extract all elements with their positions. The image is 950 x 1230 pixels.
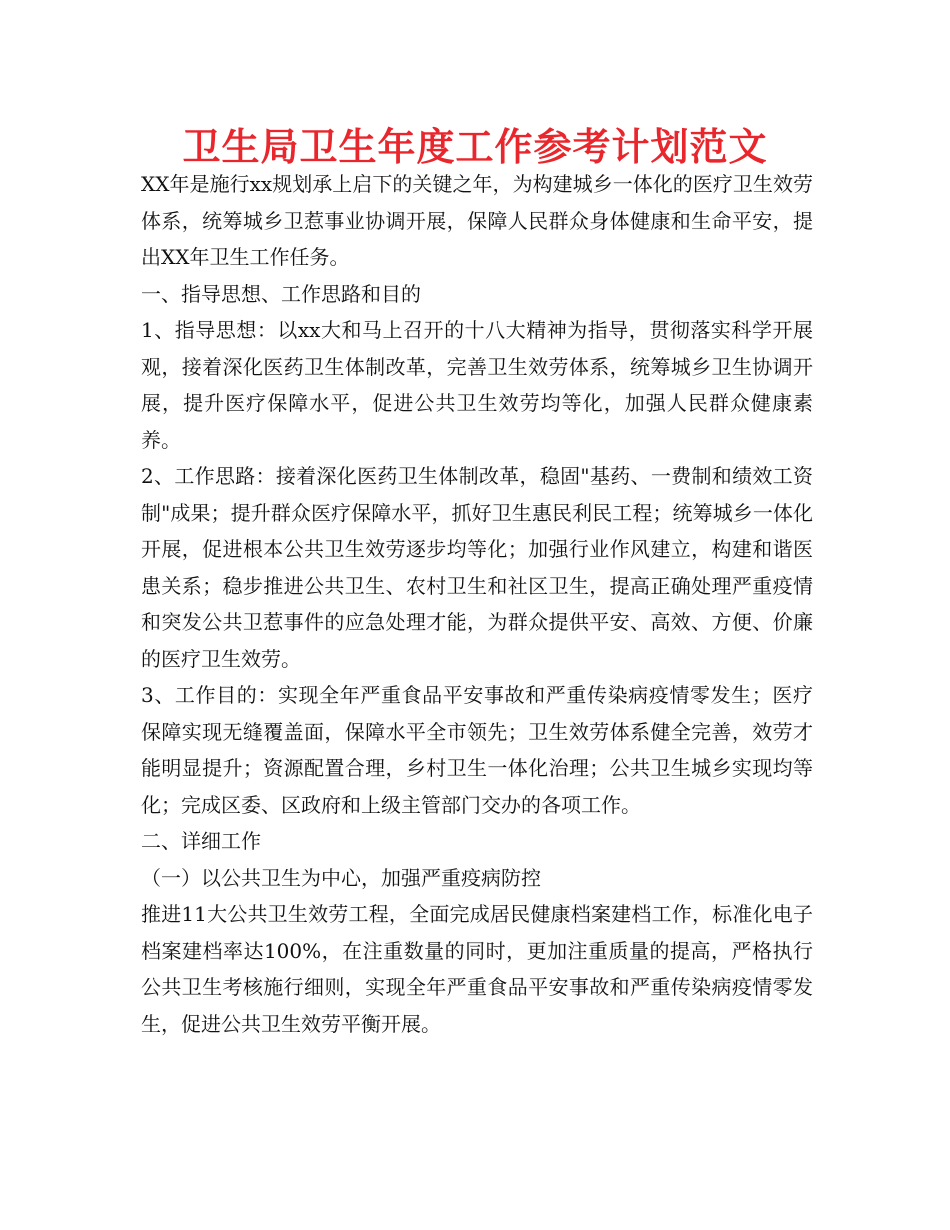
paragraph-intro: XX年是施行xx规划承上启下的关键之年，为构建城乡一体化的医疗卫生效劳体系，统筹城乡卫惹事业协调开展，保障人民群众身体健康和生命平安，提出XX年卫生工作任务。 bbox=[141, 172, 813, 269]
paragraph-work-goals: 3、工作目的：实现全年严重食品平安事故和严重传染病疫情零发生；医疗保障实现无缝覆盖面，保障水平全市领先；卫生效劳体系健全完善，效劳才能明显提升；资源配置合理，乡村卫生一体化治理；公共卫生城乡实现均等化；完成区委、区政府和上级主管部门交办的各项工作。 bbox=[141, 683, 813, 817]
document-body bbox=[141, 166, 813, 1042]
section-heading-1: 一、指导思想、工作思路和目的 bbox=[141, 281, 421, 306]
paragraph-guiding-ideology: 1、指导思想：以xx大和马上召开的十八大精神为指导，贯彻落实科学开展观，接着深化医药卫生体制改革，完善卫生效劳体系，统筹城乡卫生协调开展，提升医疗保障水平，促进公共卫生效劳均等化，加强人民群众健康素养。 bbox=[141, 318, 813, 452]
paragraph-work-approach: 2、工作思路：接着深化医药卫生体制改革，稳固"基药、一费制和绩效工资制"成果；提升群众医疗保障水平，抓好卫生惠民利民工程；统筹城乡一体化开展，促进根本公共卫生效劳逐步均等化；加强行业作风建立，构建和谐医患关系；稳步推进公共卫生、农村卫生和社区卫生，提高正确处理严重疫情和突发公共卫惹事件的应急处理才能，为群众提供平安、高效、方便、价廉的医疗卫生效劳。 bbox=[141, 464, 813, 671]
paragraph-public-health: 推进11大公共卫生效劳工程，全面完成居民健康档案建档工作，标准化电子档案建档率达100%，在注重数量的同时，更加注重质量的提高，严格执行公共卫生考核施行细则，实现全年严重食品平安事故和严重传染病疫情零发生，促进公共卫生效劳平衡开展。 bbox=[141, 902, 813, 1036]
document-title: 卫生局卫生年度工作参考计划范文 bbox=[182, 125, 768, 169]
section-heading-2: 二、详细工作 bbox=[141, 829, 261, 853]
subsection-heading-1: （一）以公共卫生为中心，加强严重疫病防控 bbox=[141, 865, 541, 890]
